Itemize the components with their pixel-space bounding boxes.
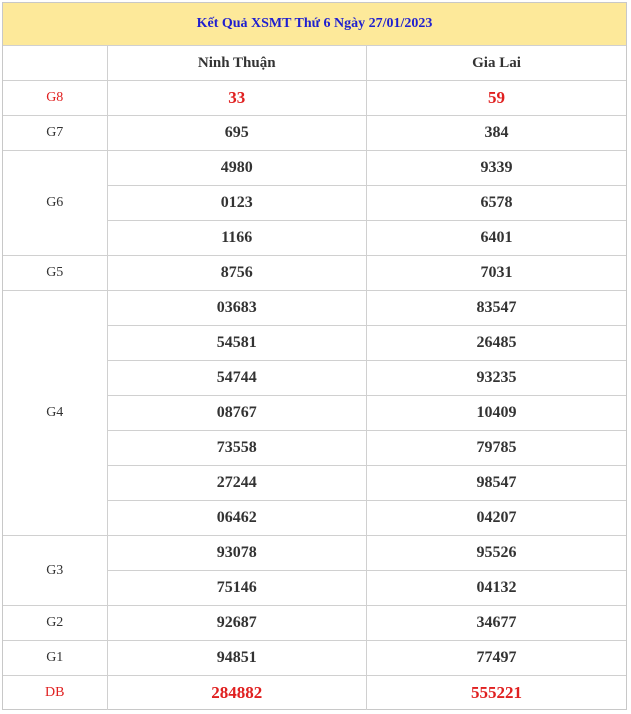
- table-row: [3, 536, 626, 571]
- prize-value: 06462: [107, 501, 367, 536]
- prize-label-g7: G7: [3, 116, 107, 151]
- table-row: [3, 116, 626, 151]
- prize-value: 75146: [107, 571, 367, 606]
- prize-value: 59: [367, 81, 627, 116]
- prize-value: 83547: [367, 291, 627, 326]
- table-row: [3, 606, 626, 641]
- prize-value: 4980: [107, 151, 367, 186]
- column-header-province-1: Ninh Thuận: [107, 46, 367, 81]
- prize-label-g6: G6: [3, 151, 107, 256]
- prize-value: 79785: [367, 431, 627, 466]
- prize-label-g3: G3: [3, 536, 107, 606]
- prize-label-g2: G2: [3, 606, 107, 641]
- prize-label-db: DB: [3, 676, 107, 711]
- prize-value: 98547: [367, 466, 627, 501]
- prize-value: 54581: [107, 326, 367, 361]
- prize-value: 9339: [367, 151, 627, 186]
- prize-value: 695: [107, 116, 367, 151]
- table-header-row: [3, 46, 626, 81]
- prize-value: 384: [367, 116, 627, 151]
- jackpot-value: 284882: [107, 676, 367, 711]
- prize-value: 92687: [107, 606, 367, 641]
- prize-value: 1166: [107, 221, 367, 256]
- prize-value: 8756: [107, 256, 367, 291]
- results-table: [3, 46, 626, 710]
- prize-value: 26485: [367, 326, 627, 361]
- prize-value: 7031: [367, 256, 627, 291]
- prize-value: 33: [107, 81, 367, 116]
- prize-value: 6578: [367, 186, 627, 221]
- prize-value: 94851: [107, 641, 367, 676]
- table-row: [3, 256, 626, 291]
- prize-value: 04207: [367, 501, 627, 536]
- table-row: [3, 151, 626, 186]
- column-header-province-2: Gia Lai: [367, 46, 627, 81]
- table-row: [3, 641, 626, 676]
- prize-value: 93235: [367, 361, 627, 396]
- prize-value: 6401: [367, 221, 627, 256]
- results-panel: [2, 2, 627, 710]
- prize-label-g4: G4: [3, 291, 107, 536]
- prize-value: 54744: [107, 361, 367, 396]
- prize-value: 93078: [107, 536, 367, 571]
- prize-label-g8: G8: [3, 81, 107, 116]
- prize-value: 73558: [107, 431, 367, 466]
- prize-value: 95526: [367, 536, 627, 571]
- prize-value: 10409: [367, 396, 627, 431]
- table-row: [3, 291, 626, 326]
- table-row: [3, 676, 626, 711]
- table-row: [3, 81, 626, 116]
- prize-value: 34677: [367, 606, 627, 641]
- prize-value: 77497: [367, 641, 627, 676]
- header-empty-cell: [3, 46, 107, 81]
- prize-label-g5: G5: [3, 256, 107, 291]
- prize-value: 0123: [107, 186, 367, 221]
- results-title: Kết Quả XSMT Thứ 6 Ngày 27/01/2023: [3, 3, 626, 46]
- prize-value: 03683: [107, 291, 367, 326]
- jackpot-value: 555221: [367, 676, 627, 711]
- prize-label-g1: G1: [3, 641, 107, 676]
- prize-value: 08767: [107, 396, 367, 431]
- prize-value: 04132: [367, 571, 627, 606]
- prize-value: 27244: [107, 466, 367, 501]
